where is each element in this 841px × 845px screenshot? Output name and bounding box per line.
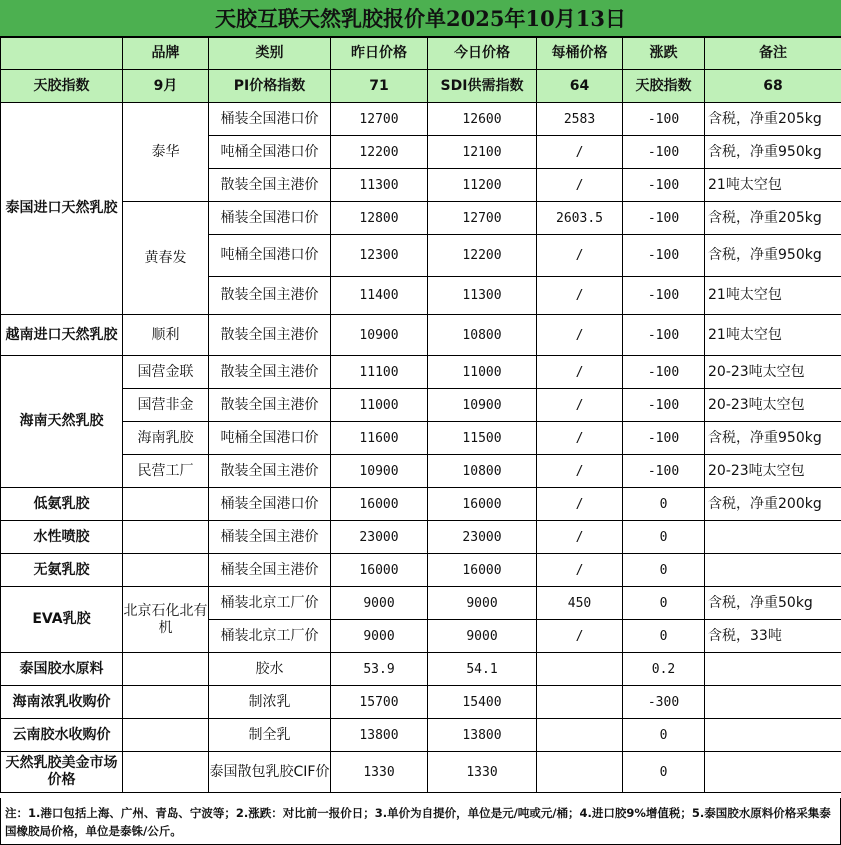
header-corner <box>1 38 123 70</box>
change-value: -100 <box>623 136 705 169</box>
price-table <box>0 37 841 793</box>
group-water-spray: 水性喷胶 <box>1 521 123 554</box>
today-price: 16000 <box>428 554 537 587</box>
note-cell <box>705 719 841 752</box>
type-cell: 胶水 <box>209 653 331 686</box>
note-cell: 含税，净重205kg <box>705 202 841 235</box>
header-yesterday: 昨日价格 <box>331 38 428 70</box>
yesterday-price: 10900 <box>331 315 428 356</box>
yesterday-price: 12300 <box>331 235 428 277</box>
group-yunnan-buy: 云南胶水收购价 <box>1 719 123 752</box>
table-row <box>1 455 841 488</box>
header-per-barrel: 每桶价格 <box>537 38 623 70</box>
note-cell: 21吨太空包 <box>705 169 841 202</box>
group-hainan-buy: 海南浓乳收购价 <box>1 686 123 719</box>
note-cell <box>705 752 841 793</box>
brand-empty <box>123 686 209 719</box>
per-barrel-price <box>537 686 623 719</box>
today-price: 54.1 <box>428 653 537 686</box>
brand-empty <box>123 488 209 521</box>
yesterday-price: 11600 <box>331 422 428 455</box>
header-row <box>1 38 841 70</box>
index-month: 9月 <box>123 70 209 103</box>
type-cell: 桶装北京工厂价 <box>209 620 331 653</box>
today-price: 11300 <box>428 277 537 315</box>
table-row <box>1 554 841 587</box>
tianjiao-index-value: 68 <box>705 70 841 103</box>
type-cell: 散装全国主港价 <box>209 356 331 389</box>
note-cell: 20-23吨太空包 <box>705 389 841 422</box>
table-row <box>1 653 841 686</box>
per-barrel-price: / <box>537 389 623 422</box>
group-low-ammonia: 低氨乳胶 <box>1 488 123 521</box>
type-cell: 吨桶全国港口价 <box>209 136 331 169</box>
brand-huangchunfa: 黄春发 <box>123 202 209 315</box>
note-cell: 含税，净重950kg <box>705 136 841 169</box>
yesterday-price: 53.9 <box>331 653 428 686</box>
sdi-index-value: 64 <box>537 70 623 103</box>
index-row <box>1 70 841 103</box>
brand-shunli: 顺利 <box>123 315 209 356</box>
per-barrel-price: / <box>537 620 623 653</box>
header-change: 涨跌 <box>623 38 705 70</box>
per-barrel-price: / <box>537 169 623 202</box>
type-cell: 制浓乳 <box>209 686 331 719</box>
group-eva: EVA乳胶 <box>1 587 123 653</box>
today-price: 1330 <box>428 752 537 793</box>
table-row <box>1 315 841 356</box>
header-note: 备注 <box>705 38 841 70</box>
change-value: -100 <box>623 422 705 455</box>
today-price: 15400 <box>428 686 537 719</box>
per-barrel-price: 450 <box>537 587 623 620</box>
per-barrel-price: 2603.5 <box>537 202 623 235</box>
yesterday-price: 11100 <box>331 356 428 389</box>
today-price: 23000 <box>428 521 537 554</box>
change-value: -100 <box>623 315 705 356</box>
note-cell: 含税，净重50kg <box>705 587 841 620</box>
header-brand: 品牌 <box>123 38 209 70</box>
note-cell: 20-23吨太空包 <box>705 455 841 488</box>
today-price: 9000 <box>428 620 537 653</box>
per-barrel-price: / <box>537 488 623 521</box>
today-price: 12100 <box>428 136 537 169</box>
change-value: 0 <box>623 752 705 793</box>
change-value: -100 <box>623 169 705 202</box>
type-cell: 泰国散包乳胶CIF价 <box>209 752 331 793</box>
brand-empty <box>123 719 209 752</box>
yesterday-price: 9000 <box>331 587 428 620</box>
per-barrel-price: / <box>537 235 623 277</box>
brand-taihua: 泰华 <box>123 103 209 202</box>
pi-index-label: PI价格指数 <box>209 70 331 103</box>
type-cell: 散装全国主港价 <box>209 169 331 202</box>
type-cell: 桶装全国港口价 <box>209 202 331 235</box>
type-cell: 散装全国主港价 <box>209 455 331 488</box>
note-cell <box>705 686 841 719</box>
change-value: -300 <box>623 686 705 719</box>
today-price: 10900 <box>428 389 537 422</box>
footnote: 注：1.港口包括上海、广州、青岛、宁波等；2.涨跌：对比前一报价日；3.单价为自提价，单位是元/吨或元/桶；4.进口胶9%增值税；5.泰国胶水原料价格采集泰国橡胶局价格，单位是泰铢/公斤。 <box>0 798 841 845</box>
index-label: 天胶指数 <box>1 70 123 103</box>
brand-empty <box>123 752 209 793</box>
change-value: 0 <box>623 719 705 752</box>
table-row <box>1 752 841 793</box>
note-cell: 含税，净重205kg <box>705 103 841 136</box>
table-row <box>1 356 841 389</box>
brand-empty <box>123 653 209 686</box>
table-row <box>1 488 841 521</box>
today-price: 16000 <box>428 488 537 521</box>
type-cell: 桶装全国港口价 <box>209 488 331 521</box>
per-barrel-price: / <box>537 554 623 587</box>
per-barrel-price: / <box>537 277 623 315</box>
group-thai-raw: 泰国胶水原料 <box>1 653 123 686</box>
per-barrel-price: / <box>537 521 623 554</box>
type-cell: 桶装全国主港价 <box>209 521 331 554</box>
today-price: 10800 <box>428 455 537 488</box>
per-barrel-price: / <box>537 136 623 169</box>
today-price: 13800 <box>428 719 537 752</box>
yesterday-price: 10900 <box>331 455 428 488</box>
per-barrel-price <box>537 719 623 752</box>
yesterday-price: 1330 <box>331 752 428 793</box>
brand-empty <box>123 554 209 587</box>
yesterday-price: 11400 <box>331 277 428 315</box>
type-cell: 桶装全国港口价 <box>209 103 331 136</box>
today-price: 12700 <box>428 202 537 235</box>
change-value: 0 <box>623 620 705 653</box>
type-cell: 吨桶全国港口价 <box>209 422 331 455</box>
note-cell: 含税，净重950kg <box>705 422 841 455</box>
yesterday-price: 13800 <box>331 719 428 752</box>
note-cell: 含税，净重200kg <box>705 488 841 521</box>
yesterday-price: 11300 <box>331 169 428 202</box>
note-cell <box>705 653 841 686</box>
yesterday-price: 16000 <box>331 554 428 587</box>
change-value: 0 <box>623 554 705 587</box>
brand-hainan-rujiao: 海南乳胶 <box>123 422 209 455</box>
tianjiao-index-label: 天胶指数 <box>623 70 705 103</box>
group-hainan: 海南天然乳胶 <box>1 356 123 488</box>
pi-index-value: 71 <box>331 70 428 103</box>
note-cell <box>705 554 841 587</box>
note-cell <box>705 521 841 554</box>
table-row <box>1 521 841 554</box>
header-type: 类别 <box>209 38 331 70</box>
type-cell: 散装全国主港价 <box>209 277 331 315</box>
change-value: -100 <box>623 202 705 235</box>
table-row <box>1 389 841 422</box>
note-cell: 21吨太空包 <box>705 277 841 315</box>
today-price: 12200 <box>428 235 537 277</box>
today-price: 9000 <box>428 587 537 620</box>
brand-minying: 民营工厂 <box>123 455 209 488</box>
change-value: -100 <box>623 103 705 136</box>
per-barrel-price <box>537 752 623 793</box>
yesterday-price: 12800 <box>331 202 428 235</box>
table-row <box>1 103 841 136</box>
type-cell: 制全乳 <box>209 719 331 752</box>
group-no-ammonia: 无氨乳胶 <box>1 554 123 587</box>
brand-guoying-feijin: 国营非金 <box>123 389 209 422</box>
yesterday-price: 12200 <box>331 136 428 169</box>
per-barrel-price: 2583 <box>537 103 623 136</box>
note-cell: 20-23吨太空包 <box>705 356 841 389</box>
today-price: 11200 <box>428 169 537 202</box>
yesterday-price: 15700 <box>331 686 428 719</box>
change-value: 0 <box>623 587 705 620</box>
change-value: -100 <box>623 455 705 488</box>
note-cell: 含税，33吨 <box>705 620 841 653</box>
today-price: 11000 <box>428 356 537 389</box>
group-thai: 泰国进口天然乳胶 <box>1 103 123 315</box>
per-barrel-price: / <box>537 356 623 389</box>
today-price: 10800 <box>428 315 537 356</box>
type-cell: 桶装北京工厂价 <box>209 587 331 620</box>
change-value: 0 <box>623 488 705 521</box>
today-price: 12600 <box>428 103 537 136</box>
sdi-index-label: SDI供需指数 <box>428 70 537 103</box>
table-row <box>1 587 841 620</box>
brand-beijing: 北京石化北有机 <box>123 587 209 653</box>
change-value: 0 <box>623 521 705 554</box>
type-cell: 散装全国主港价 <box>209 389 331 422</box>
table-row <box>1 202 841 235</box>
today-price: 11500 <box>428 422 537 455</box>
type-cell: 桶装全国主港价 <box>209 554 331 587</box>
yesterday-price: 11000 <box>331 389 428 422</box>
note-cell: 含税，净重950kg <box>705 235 841 277</box>
brand-empty <box>123 521 209 554</box>
yesterday-price: 23000 <box>331 521 428 554</box>
brand-guoying-jinlian: 国营金联 <box>123 356 209 389</box>
type-cell: 吨桶全国港口价 <box>209 235 331 277</box>
per-barrel-price: / <box>537 315 623 356</box>
change-value: 0.2 <box>623 653 705 686</box>
per-barrel-price: / <box>537 422 623 455</box>
table-row <box>1 719 841 752</box>
type-cell: 散装全国主港价 <box>209 315 331 356</box>
change-value: -100 <box>623 389 705 422</box>
yesterday-price: 16000 <box>331 488 428 521</box>
group-usd: 天然乳胶美金市场价格 <box>1 752 123 793</box>
table-row <box>1 422 841 455</box>
change-value: -100 <box>623 235 705 277</box>
per-barrel-price <box>537 653 623 686</box>
yesterday-price: 12700 <box>331 103 428 136</box>
table-row <box>1 686 841 719</box>
note-cell: 21吨太空包 <box>705 315 841 356</box>
sheet-title: 天胶互联天然乳胶报价单2025年10月13日 <box>0 0 841 37</box>
header-today: 今日价格 <box>428 38 537 70</box>
change-value: -100 <box>623 356 705 389</box>
per-barrel-price: / <box>537 455 623 488</box>
change-value: -100 <box>623 277 705 315</box>
group-vietnam: 越南进口天然乳胶 <box>1 315 123 356</box>
yesterday-price: 9000 <box>331 620 428 653</box>
